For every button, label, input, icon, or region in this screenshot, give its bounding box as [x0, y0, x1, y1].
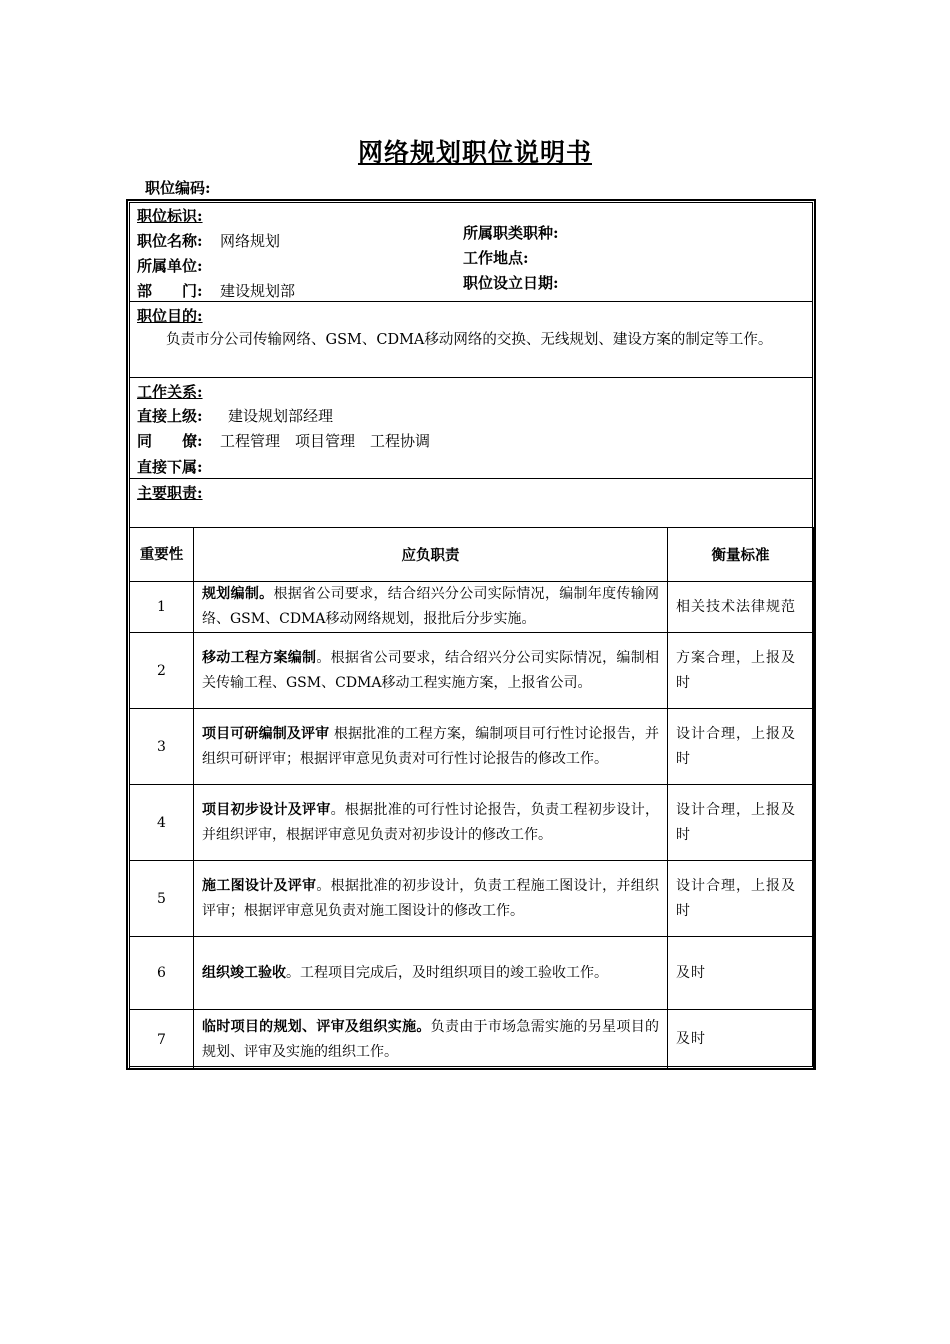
- peers-value: 工程管理 项目管理 工程协调: [220, 432, 431, 450]
- divider: [129, 478, 813, 479]
- superior-value: 建设规划部经理: [228, 407, 334, 425]
- department-label: 部 门:: [137, 282, 203, 300]
- duty-text: 。根据批准的初步设计，负责工程施工图设计，并组织评审；根据评审意见负责对施工图设计的修改工作。: [202, 877, 660, 919]
- position-name-value: 网络规划: [220, 232, 281, 250]
- row-number: 1: [130, 582, 194, 633]
- purpose-text: 负责市分公司传输网络、GSM、CDMA移动网络的交换、无线规划、建设方案的制定等工作。: [166, 332, 773, 348]
- duty-title: 项目初步设计及评审: [202, 801, 331, 818]
- measure-standard: 方案合理，上报及时: [668, 633, 814, 709]
- duty-description: [194, 1010, 668, 1070]
- duties-table: [129, 527, 814, 1070]
- unit-label: 所属单位:: [137, 257, 203, 275]
- table-row: [130, 937, 814, 1010]
- measure-standard: 相关技术法律规范: [668, 582, 814, 633]
- duty-text: 。工程项目完成后，及时组织项目的竣工验收工作。: [286, 964, 608, 981]
- table-header-row: [130, 528, 814, 582]
- standard-header: 衡量标准: [668, 528, 814, 582]
- duty-title: 项目可研编制及评审: [202, 725, 330, 742]
- row-number: 2: [130, 633, 194, 709]
- duty-description: [194, 633, 668, 709]
- duty-description: [194, 861, 668, 937]
- duty-text: 。根据省公司要求，结合绍兴分公司实际情况，编制相关传输工程、GSM、CDMA移动工程实施方案，上报省公司。: [202, 649, 660, 691]
- duty-title: 规划编制。: [202, 586, 274, 602]
- location-label: 工作地点:: [463, 249, 529, 267]
- document-title: 网络规划职位说明书: [357, 138, 592, 167]
- duty-title: 施工图设计及评审: [202, 877, 317, 894]
- table-row: [130, 582, 814, 633]
- divider: [129, 377, 813, 378]
- table-row: [130, 633, 814, 709]
- duty-description: [194, 785, 668, 861]
- duty-text: 负责由于市场急需实施的另星项目的规划、评审及实施的组织工作。: [202, 1018, 660, 1060]
- importance-header: 重要性: [130, 528, 194, 582]
- duty-header: 应负职责: [194, 528, 668, 582]
- row-number: 6: [130, 937, 194, 1010]
- department-value: 建设规划部: [220, 282, 296, 300]
- purpose-section-label: 职位目的:: [137, 307, 203, 325]
- duties-section-label: 主要职责:: [137, 484, 203, 502]
- table-row: [130, 1010, 814, 1070]
- category-label: 所属职类职种:: [463, 224, 559, 242]
- superior-label: 直接上级:: [137, 407, 203, 425]
- established-date-label: 职位设立日期:: [463, 274, 559, 292]
- row-number: 3: [130, 709, 194, 785]
- duty-title: 组织竣工验收: [202, 964, 286, 981]
- measure-standard: 及时: [668, 937, 814, 1010]
- divider: [129, 301, 813, 302]
- row-number: 7: [130, 1010, 194, 1070]
- position-code-label: 职位编码:: [145, 179, 211, 197]
- position-name-label: 职位名称:: [137, 232, 203, 250]
- relations-section-label: 工作关系:: [137, 383, 203, 401]
- row-number: 4: [130, 785, 194, 861]
- duty-text: 。根据批准的可行性讨论报告，负责工程初步设计，并组织评审，根据评审意见负责对初步设计的修改工作。: [202, 801, 660, 843]
- identity-section-label: 职位标识:: [137, 207, 203, 225]
- duty-description: [194, 937, 668, 1010]
- table-row: [130, 785, 814, 861]
- table-row: [130, 861, 814, 937]
- row-number: 5: [130, 861, 194, 937]
- duty-text: 根据省公司要求，结合绍兴分公司实际情况，编制年度传输网络、GSM、CDMA移动网络规划，报批后分步实施。: [202, 586, 659, 627]
- table-row: [130, 709, 814, 785]
- measure-standard: 设计合理，上报及时: [668, 785, 814, 861]
- measure-standard: 设计合理，上报及时: [668, 709, 814, 785]
- measure-standard: 及时: [668, 1010, 814, 1070]
- duty-title: 移动工程方案编制: [202, 649, 317, 666]
- peers-label: 同 僚:: [137, 432, 203, 450]
- subordinate-label: 直接下属:: [137, 458, 203, 476]
- duty-description: [194, 709, 668, 785]
- duty-description: [194, 582, 668, 633]
- duty-text: 根据批准的工程方案，编制项目可行性讨论报告，并组织可研评审；根据评审意见负责对可行性讨论报告的修改工作。: [202, 725, 659, 767]
- measure-standard: 设计合理，上报及时: [668, 861, 814, 937]
- duty-title: 临时项目的规划、评审及组织实施。: [202, 1018, 431, 1035]
